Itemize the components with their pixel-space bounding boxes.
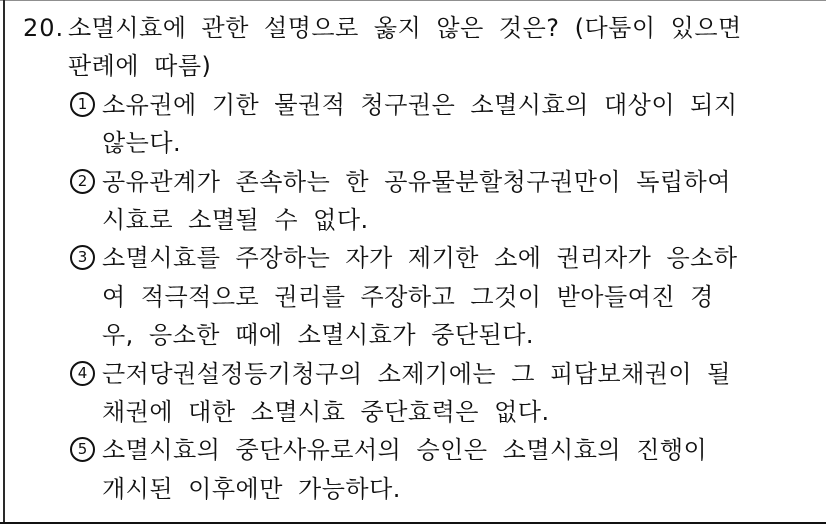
question-text-line-2: 판례에 따름): [68, 52, 212, 81]
option-5: [70, 431, 826, 508]
option-4-digit: 4: [77, 363, 88, 382]
option-1-line-1: 소유권에 기한 물권적 청구권은 소멸시효의 대상이 되지: [102, 90, 738, 119]
option-1-circled-number: [70, 92, 95, 117]
option-5-text: [102, 431, 707, 508]
option-3-line-1: 소멸시효를 주장하는 자가 제기한 소에 권리자가 응소하: [102, 244, 738, 273]
option-2-text: [102, 163, 731, 240]
question-header: [0, 9, 826, 86]
option-1: [70, 86, 826, 163]
option-5-digit: 5: [77, 440, 88, 459]
option-4: [70, 355, 826, 432]
top-rule-line: [0, 0, 826, 1]
option-2-circled-number: [70, 169, 95, 194]
option-4-line-1: 근저당권설정등기청구의 소제기에는 그 피담보채권이 될: [102, 359, 731, 388]
option-3-line-2: 여 적극적으로 권리를 주장하고 그것이 받아들여진 경: [102, 282, 714, 311]
option-3-line-3: 우, 응소한 때에 소멸시효가 중단된다.: [102, 321, 535, 350]
option-5-line-2: 개시된 이후에만 가능하다.: [102, 474, 401, 503]
option-4-circled-number: [70, 361, 95, 386]
option-4-text: [102, 355, 731, 432]
option-1-line-2: 않는다.: [102, 129, 182, 158]
option-5-line-1: 소멸시효의 중단사유로서의 승인은 소멸시효의 진행이: [102, 436, 708, 465]
question-number: 20.: [23, 14, 65, 42]
option-3: [70, 239, 826, 354]
option-2-line-2: 시효로 소멸될 수 없다.: [102, 206, 369, 235]
option-2-line-1: 공유관계가 존속하는 한 공유물분할청구권만이 독립하여: [102, 167, 731, 196]
option-5-circled-number: [70, 437, 95, 462]
question-text-line-1: 소멸시효에 관한 설명으로 옳지 않은 것은? (다툼이 있으면: [68, 14, 742, 42]
option-2: [70, 163, 826, 240]
question-block: [0, 9, 826, 508]
option-3-circled-number: [70, 245, 95, 270]
option-4-line-2: 채권에 대한 소멸시효 중단효력은 없다.: [102, 398, 550, 427]
option-1-text: [102, 86, 738, 163]
option-3-text: [102, 239, 738, 354]
option-3-digit: 3: [77, 248, 88, 267]
option-1-digit: 1: [77, 94, 88, 113]
option-2-digit: 2: [77, 171, 88, 190]
